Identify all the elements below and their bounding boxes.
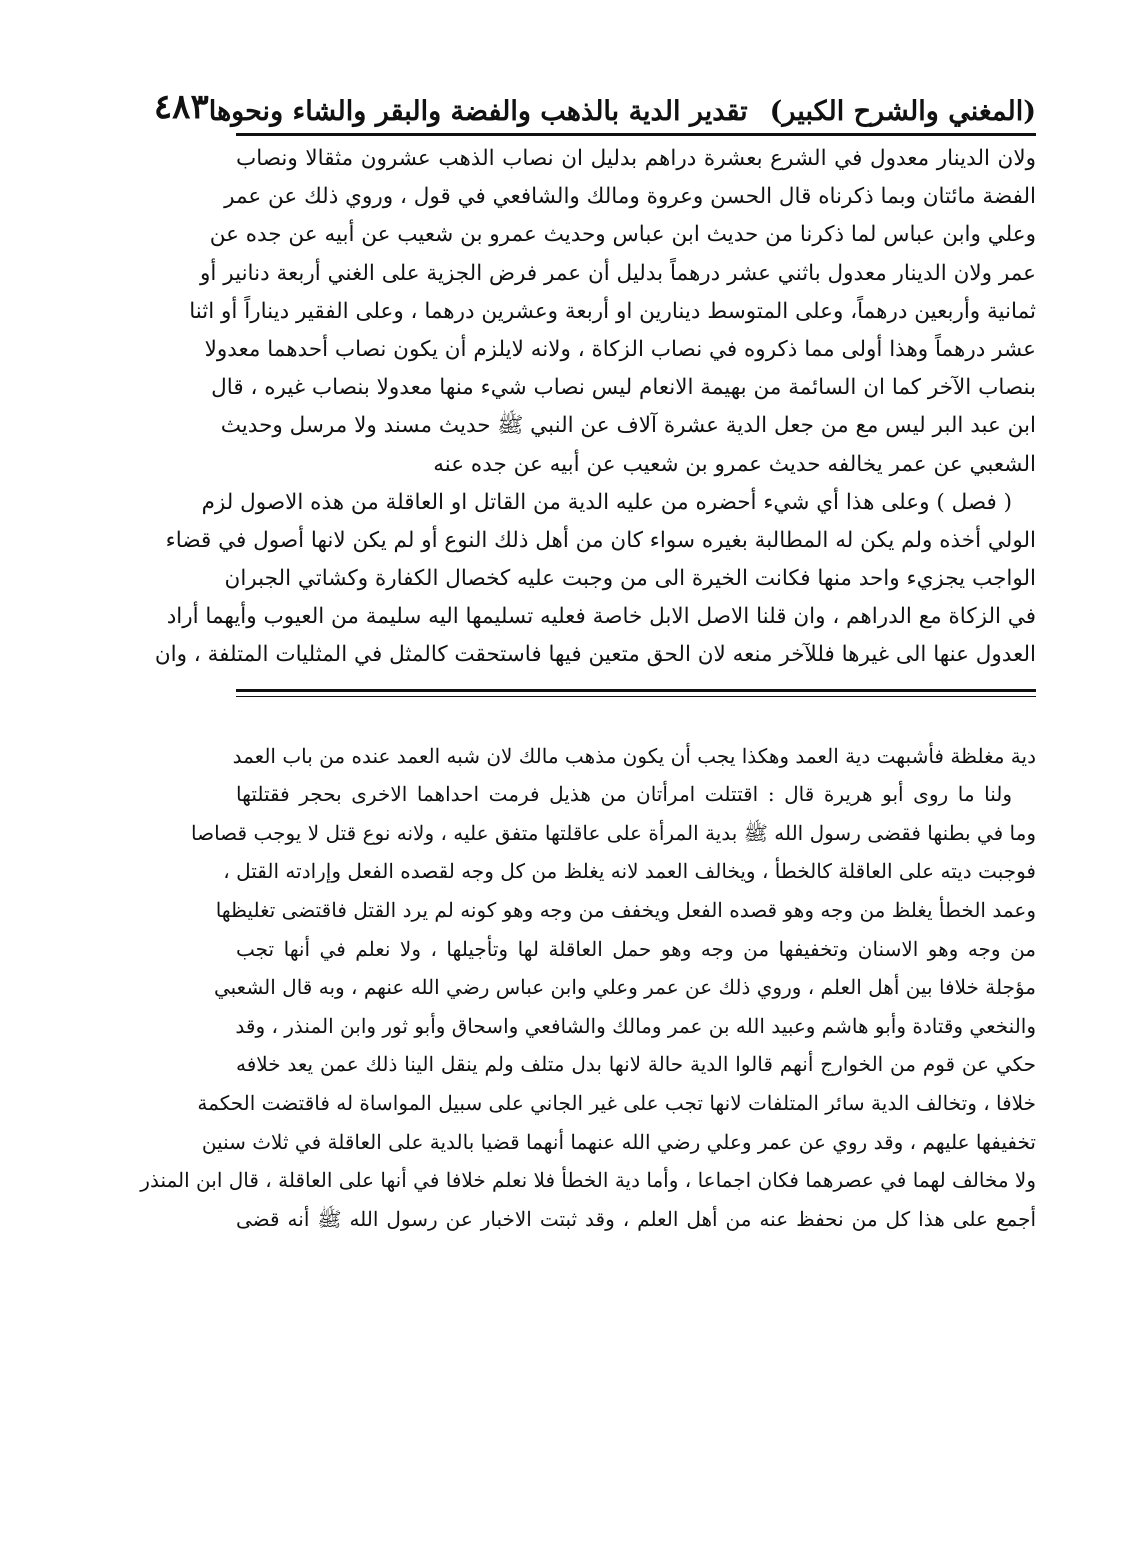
main-text-line: الفضة مائتان وبما ذكرناه قال الحسن وعروة ومالك والشافعي في قول ، وروي ذلك عن عمر <box>224 184 1036 210</box>
commentary-line: خلافا ، وتخالف الدية سائر المتلفات لانها تجب على غير الجاني على سبيل المواساة له فاقتضت الحكمة <box>197 1090 1036 1115</box>
commentary-line: وما في بطنها فقضى رسول الله ﷺ بدية المرأة على عاقلتها متفق عليه ، ولانه نوع قتل لا يوجب قصاصا <box>191 820 1036 845</box>
commentary-line: وعمد الخطأ يغلظ من وجه وهو قصده الفعل ويخفف من وجه وهو كونه لم يرد القتل فاقتضى تغليظها <box>215 898 1036 922</box>
commentary-line: دية مغلظة فأشبهت دية العمد وهكذا يجب أن يكون مذهب مالك لان شبه العمد عنده من باب العمد <box>232 743 1036 768</box>
divider-rule-thin <box>236 696 1036 697</box>
main-text-line: ولان الدينار معدول في الشرع بعشرة دراهم بدليل ان نصاب الذهب عشرون مثقالا ونصاب <box>236 146 1036 171</box>
main-text-line: ( فصل ) وعلى هذا أي شيء أحضره من عليه الدية من القاتل او العاقلة من هذه الاصول لزم <box>201 489 1012 515</box>
running-header <box>153 80 1036 136</box>
commentary-line: أجمع على هذا كل من نحفظ عنه من أهل العلم ، وقد ثبتت الاخبار عن رسول الله ﷺ أنه قضى <box>236 1206 1036 1231</box>
main-text-block <box>154 140 1036 675</box>
main-text-line: الولي أخذه ولم يكن له المطالبة بغيره سواء كان من أهل ذلك النوع أو لم يكن لانها أصول في قضاء <box>165 527 1036 553</box>
divider-rule-thick <box>236 689 1036 692</box>
main-text-line: ابن عبد البر ليس مع من جعل الدية عشرة آلاف عن النبي ﷺ حديث مسند ولا مرسل وحديث <box>220 413 1036 439</box>
commentary-line: فوجبت ديته على العاقلة كالخطأ ، ويخالف العمد لانه يغلظ من كل وجه لقصده الفعل وإرادته القتل ، <box>223 859 1036 884</box>
section-topic: تقدير الدية بالذهب والفضة والبقر والشاء ونحوها <box>208 96 748 127</box>
book-title: (المغني والشرح الكبير) <box>769 96 1036 127</box>
main-text-line: وعلي وابن عباس لما ذكرنا من حديث ابن عباس وحديث عمرو بن شعيب عن أبيه عن جده عن <box>209 222 1036 248</box>
page-number: ٤٨٣ <box>153 87 209 127</box>
commentary-text-block <box>140 737 1037 1239</box>
main-text-line: في الزكاة مع الدراهم ، وان قلنا الاصل الابل خاصة فعليه تسليمها اليه سليمة من العيوب وأيهما أراد <box>166 604 1036 630</box>
main-text-line: الواجب يجزيء واحد منها فكانت الخيرة الى من وجبت عليه كخصال الكفارة وكشاتي الجبران <box>224 566 1036 592</box>
main-text-line: العدول عنها الى غيرها فللآخر منعه لان الحق متعين فيها فاستحقت كالمثل في المثليات المتلفة ، وان <box>154 642 1036 668</box>
book-page <box>140 80 1037 1500</box>
main-text-line: بنصاب الآخر كما ان السائمة من بهيمة الانعام ليس نصاب شيء منها معدولا بنصاب غيره ، قال <box>211 375 1036 401</box>
commentary-line: مؤجلة خلافا بين أهل العلم ، وروي ذلك عن عمر وعلي وابن عباس رضي الله عنهم ، وبه قال الشعبي <box>213 975 1036 1000</box>
commentary-line: من وجه وهو الاسنان وتخفيفها من وجه وهو حمل العاقلة لها وتأجيلها ، ولا نعلم في أنها تجب <box>236 936 1037 961</box>
commentary-line: حكي عن قوم من الخوارج أنهم قالوا الدية حالة لانها بدل متلف ولم ينقل الينا ذلك عمن يعد خلافه <box>236 1052 1036 1077</box>
commentary-line: والنخعي وقتادة وأبو هاشم وعبيد الله بن عمر ومالك والشافعي واسحاق وأبو ثور وابن المنذر ، وقد <box>235 1013 1036 1038</box>
commentary-line: تخفيفها عليهم ، وقد روي عن عمر وعلي رضي الله عنهما أنهما قضيا بالدية على العاقلة في ثلاث سنين <box>201 1129 1036 1154</box>
commentary-line: ولا مخالف لهما في عصرهما فكان اجماعا ، وأما دية الخطأ فلا نعلم خلافا في أنها على العاقلة ، قال ابن المنذر <box>140 1168 1036 1193</box>
commentary-line: ولنا ما روى أبو هريرة قال : اقتتلت امرأتان من هذيل فرمت احداهما الاخرى بحجر فقتلتها <box>236 782 1012 807</box>
main-text-line: عشر درهماً وهذا أولى مما ذكروه في نصاب الزكاة ، ولانه لايلزم أن يكون نصاب أحدهما معدولا <box>204 336 1036 362</box>
main-text-line: الشعبي عن عمر يخالفه حديث عمرو بن شعيب عن أبيه عن جده عنه <box>433 451 1036 477</box>
main-text-line: عمر ولان الدينار معدول باثني عشر درهماً بدليل أن عمر فرض الجزية على الغني أربعة دنانير أو <box>200 260 1036 286</box>
main-text-line: ثمانية وأربعين درهماً، وعلى المتوسط دينارين او أربعة وعشرين درهما ، وعلى الفقير ديناراً أو اثنا <box>189 298 1036 324</box>
